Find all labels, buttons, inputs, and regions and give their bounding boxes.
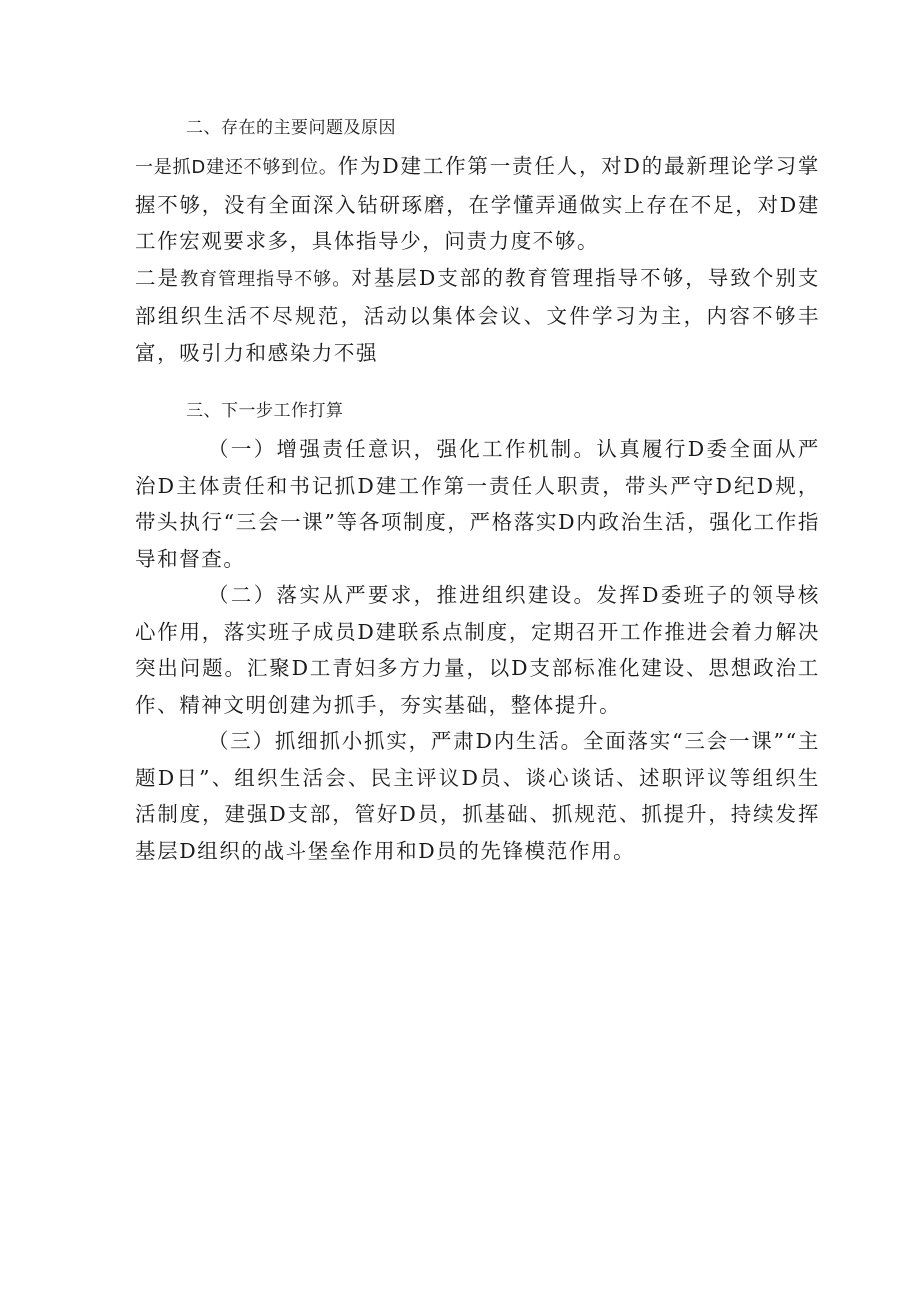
item-1-text: 作为D建工作第一责任人，对D的最新理论学习掌握不够，没有全面深入钻研琢磨，在学懂弄通做实上存在不足，对D建工作宏观要求多，具体指导少，问责力度不够。 [135,154,820,253]
section-2-heading: 二、存在的主要问题及原因 [186,118,396,138]
item-2-text: 对基层D支部的教育管理指导不够，导致个别支部组织生活不尽规范，活动以集体会议、文件学习为主，内容不够丰富，吸引力和感染力不强 [135,265,820,365]
item-2-lead: 教育管理指导不够。 [180,268,352,290]
section-2-item-2 [135,260,820,372]
section-3-paragraph-3: （三）抓细抓小抓实，严肃D内生活。全面落实“三会一课”“主题D日”、组织生活会、民主评议D员、谈心谈话、述职评议等组织生活制度，建强D支部，管好D员，抓基础、抓规范、抓提升，持续发挥基层D组织的战斗堡垒作用和D员的先锋模范作用。 [135,729,820,863]
item-1-lead: 一是抓D建还不够到位。 [135,157,338,178]
section-3-paragraph-2: （二）落实从严要求，推进组织建设。发挥D委班子的领导核心作用，落实班子成员D建联系点制度，定期召开工作推进会着力解决突出问题。汇聚D工青妇多方力量，以D支部标准化建设、思想政治工作、精神文明创建为抓手，夯实基础，整体提升。 [135,583,820,717]
item-2-prefix: 二是 [135,265,181,290]
section-gap [135,371,820,395]
section-3-paragraph-1: （一）增强责任意识，强化工作机制。认真履行D委全面从严治D主体责任和书记抓D建工作第一责任人职责，带头严守D纪D规，带头执行“三会一课”等各项制度，严格落实D内政治生活，强化工作指导和督查。 [135,437,820,571]
section-2-item-1 [135,148,820,260]
section-3-heading: 三、下一步工作打算 [186,401,344,421]
